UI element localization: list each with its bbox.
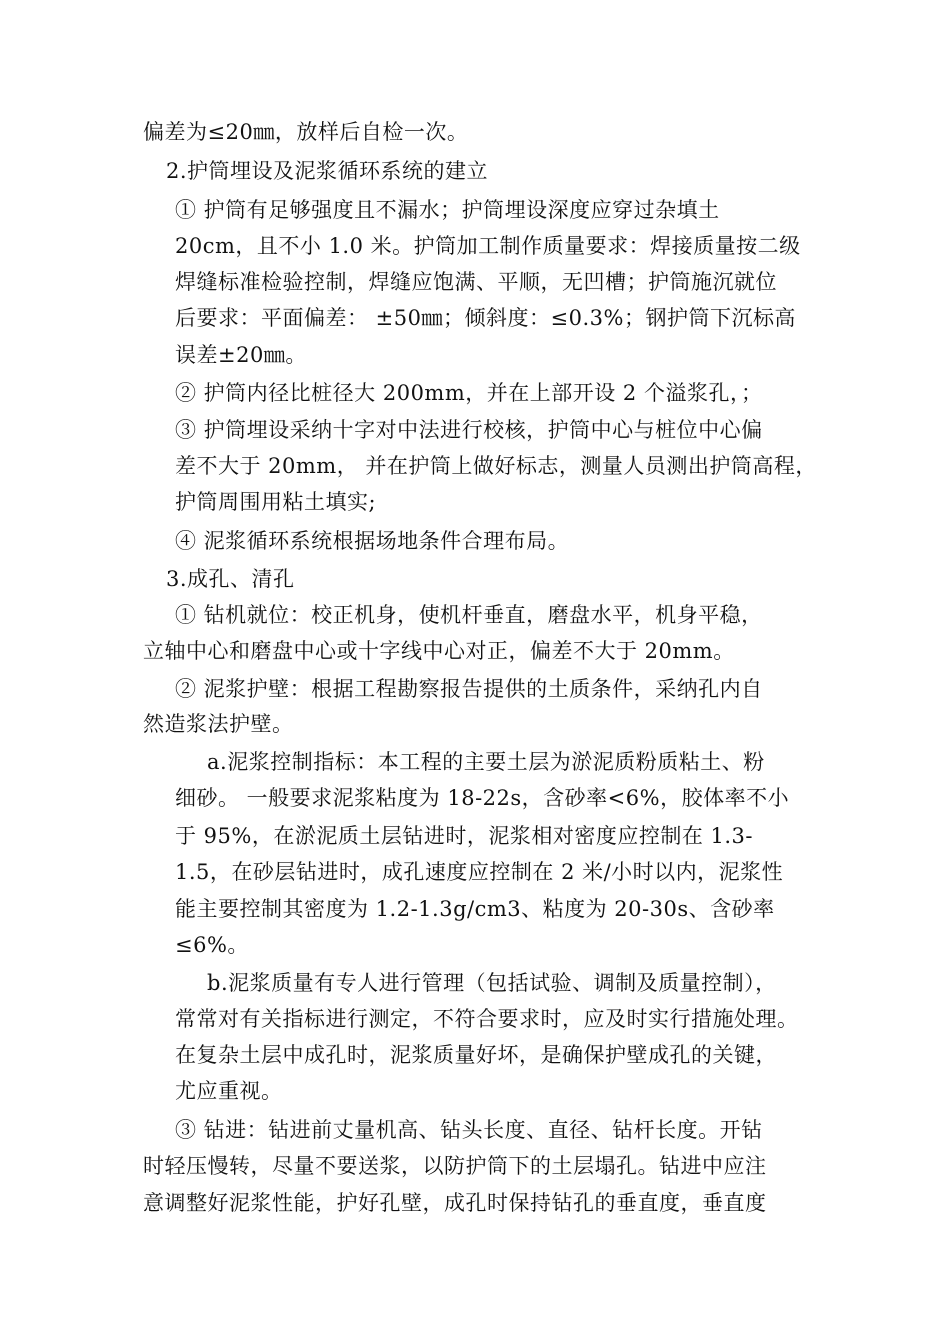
text-line: 焊缝标准检验控制，焊缝应饱满、平顺，无凹槽；护筒施沉就位 [175, 270, 777, 294]
text-line: 护筒周围用粘土填实; [175, 490, 377, 514]
text-line: ① 护筒有足够强度且不漏水；护筒埋设深度应穿过杂填土 [175, 198, 720, 222]
text-line: 误差±20㎜。 [175, 343, 307, 367]
text-line: 于 95%，在淤泥质土层钻进时，泥浆相对密度应控制在 1.3- [175, 824, 754, 848]
text-line: ③ 钻进：钻进前丈量机高、钻头长度、直径、钻杆长度。开钻 [175, 1118, 763, 1142]
text-line: ② 护筒内径比桩径大 200mm，并在上部开设 2 个溢浆孔，； [175, 381, 763, 405]
text-line: 在复杂土层中成孔时，泥浆质量好坏，是确保护壁成孔的关键， [175, 1043, 777, 1067]
text-line: 能主要控制其密度为 1.2-1.3g/cm3、粘度为 20-30s、含砂率 [175, 897, 775, 921]
text-line: 立轴中心和磨盘中心或十字线中心对正，偏差不大于 20mm。 [143, 639, 735, 663]
text-line: ② 泥浆护壁：根据工程勘察报告提供的土质条件，采纳孔内自 [175, 677, 763, 701]
text-line: ④ 泥浆循环系统根据场地条件合理布局。 [175, 529, 570, 553]
text-line: 然造浆法护壁。 [143, 712, 294, 736]
text-line: a.泥浆控制指标：本工程的主要土层为淤泥质粉质粘土、粉 [207, 750, 765, 774]
text-line: ≤6%。 [175, 933, 249, 957]
section-heading: 3.成孔、清孔 [166, 567, 295, 591]
text-line: b.泥浆质量有专人进行管理（包括试验、调制及质量控制）， [207, 971, 777, 995]
text-line: 后要求：平面偏差： ±50㎜；倾斜度：≤0.3%；钢护筒下沉标高 [175, 306, 796, 330]
text-line: 时轻压慢转，尽量不要送浆，以防护筒下的土层塌孔。钻进中应注 [143, 1154, 767, 1178]
text-line: 20cm，且不小 1.0 米。护筒加工制作质量要求：焊接质量按二级 [175, 234, 801, 258]
text-line: 尤应重视。 [175, 1079, 283, 1103]
text-line: 意调整好泥浆性能，护好孔壁，成孔时保持钻孔的垂直度，垂直度 [143, 1191, 767, 1215]
text-line: ③ 护筒埋设采纳十字对中法进行校核，护筒中心与桩位中心偏 [175, 418, 763, 442]
text-line: 偏差为≤20㎜，放样后自检一次。 [143, 120, 469, 144]
text-line: 差不大于 20mm， 并在护筒上做好标志，测量人员测出护筒高程， [175, 454, 817, 478]
text-line: 细砂。 一般要求泥浆粘度为 18-22s，含砂率<6%，胶体率不小 [175, 786, 790, 810]
text-line: ① 钻机就位：校正机身，使机杆垂直，磨盘水平，机身平稳， [175, 603, 763, 627]
text-line: 1.5，在砂层钻进时，成孔速度应控制在 2 米/小时以内，泥浆性 [175, 860, 784, 884]
text-line: 常常对有关指标进行测定，不符合要求时，应及时实行措施处理。 [175, 1007, 799, 1031]
section-heading: 2.护筒埋设及泥浆循环系统的建立 [166, 159, 489, 183]
